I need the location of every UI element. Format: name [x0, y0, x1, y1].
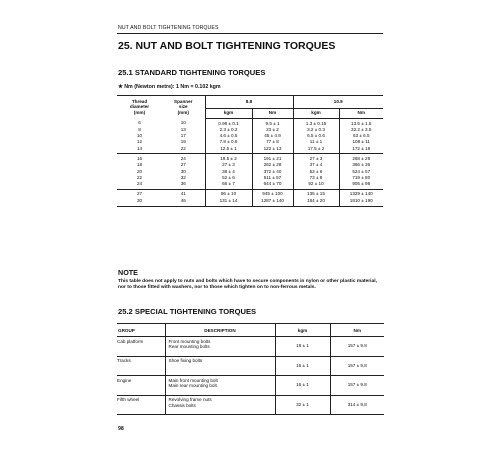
- table-cell: 13.5 ± 1.5: [339, 119, 383, 127]
- nm-header: Nm: [330, 324, 384, 337]
- table-cell: 184 ± 20: [293, 198, 339, 206]
- table-cell: 30: [117, 198, 162, 206]
- table-cell: 366 ± 36: [339, 162, 383, 168]
- description-line: Front mounting bolts: [168, 338, 211, 344]
- table-cell: 20: [136, 168, 143, 174]
- table-cell: 92 ± 10: [293, 181, 339, 189]
- table-cell: 30: [180, 168, 186, 174]
- table-cell: 511 ± 57: [252, 175, 293, 181]
- table-cell: 6.5 ± 0.6: [293, 133, 339, 139]
- table-cell: 6: [138, 120, 141, 126]
- table-cell: 524 ± 57: [339, 169, 383, 175]
- special-torque-rows: [117, 337, 384, 415]
- table-cell: 191 ± 21: [252, 154, 293, 162]
- table-row: [117, 198, 383, 206]
- table-cell: 37 ± 4: [293, 162, 339, 168]
- table-cell: 268 ± 29: [339, 154, 383, 162]
- table-cell: 73 ± 8: [293, 175, 339, 181]
- unit-note: ★ Nm (Newton metre): 1 Nm = 0.102 kgm: [118, 84, 221, 90]
- table-row: [117, 146, 383, 154]
- table-cell: 1.3 ± 0.15: [293, 119, 339, 127]
- table-cell: 13: [180, 126, 186, 132]
- description-cell: [165, 395, 275, 415]
- kgm-header: kgm: [275, 324, 330, 337]
- table-cell: 2.3 ± 0.2: [205, 127, 252, 133]
- grade-8-8-header: 8.8: [205, 96, 293, 109]
- table-cell: 22: [162, 146, 205, 154]
- table-cell: 27 ± 3: [293, 154, 339, 162]
- table-cell: 24: [117, 181, 162, 189]
- table-cell: 23 ± 2: [252, 127, 293, 133]
- table-cell: 27: [180, 162, 186, 168]
- table-row: [117, 119, 383, 127]
- thread-header-line: diameter: [129, 104, 150, 110]
- description-header: DESCRIPTION: [165, 324, 275, 337]
- table-cell: 38 ± 4: [205, 169, 252, 175]
- thread-header-line: Thread: [131, 98, 148, 104]
- standard-torque-table: [117, 95, 383, 207]
- table-cell: 19.5 ± 2: [205, 154, 252, 162]
- table-cell: 10: [136, 133, 143, 139]
- table-cell: 1329 ± 140: [339, 189, 383, 197]
- description-line: Chassis bolts: [168, 402, 196, 408]
- nm-header: Nm: [339, 109, 383, 119]
- standard-torques-heading: 25.1 STANDARD TIGHTENING TORQUES: [118, 68, 266, 77]
- description-cell: [165, 356, 275, 376]
- group-cell: Fifth wheel: [117, 395, 165, 415]
- kgm-header: kgm: [293, 109, 339, 119]
- spanner-size-header: [162, 96, 205, 119]
- table-cell: 12: [136, 139, 143, 145]
- description-cell: [165, 376, 275, 396]
- table-cell: 17: [180, 133, 186, 139]
- table-cell: 172 ± 18: [339, 146, 383, 154]
- description-line: Revolving frame nuts: [168, 397, 212, 402]
- table-cell: 41: [180, 191, 186, 197]
- table-row: [117, 337, 384, 357]
- table-row: [117, 395, 384, 415]
- table-row: [117, 356, 384, 376]
- table-cell: 27 ± 3: [205, 162, 252, 168]
- description-line: Main rear mounting bolt: [168, 383, 217, 389]
- running-head: NUT AND BOLT TIGHTENING TORQUES: [118, 25, 219, 31]
- table-cell: 52 ± 6: [205, 175, 252, 181]
- table-cell: 262 ± 28: [252, 162, 293, 168]
- spanner-header-line: Spanner: [174, 98, 193, 104]
- table-cell: 63 ± 6.5: [339, 133, 383, 139]
- table-cell: 372 ± 40: [252, 169, 293, 175]
- grade-10-9-header: 10.9: [293, 96, 383, 109]
- table-cell: 32: [180, 174, 186, 180]
- table-row: [117, 181, 383, 189]
- spanner-header-line: (mm): [177, 110, 189, 116]
- nm-cell: 157 ± 9,8: [330, 356, 384, 376]
- kgm-cell: 16 ± 1: [275, 356, 330, 376]
- table-cell: 46: [162, 198, 205, 206]
- table-cell: 108 ± 11: [339, 139, 383, 145]
- special-torque-table: [117, 323, 384, 415]
- table-cell: 131 ± 14: [205, 198, 252, 206]
- header-rule: [117, 33, 383, 34]
- table-cell: 122 ± 13: [252, 146, 293, 154]
- special-torques-heading: 25.2 SPECIAL TIGHTENING TORQUES: [118, 307, 257, 316]
- table-cell: 945 ± 100: [252, 189, 293, 197]
- table-cell: 96 ± 10: [205, 189, 252, 197]
- kgm-cell: 32 ± 1: [275, 395, 330, 415]
- table-cell: 17.5 ± 2: [293, 146, 339, 154]
- description-cell: [165, 337, 275, 357]
- table-cell: 644 ± 70: [252, 181, 293, 189]
- table-cell: 1810 ± 190: [339, 198, 383, 206]
- nm-cell: 157 ± 9.8: [330, 376, 384, 396]
- note-text: This table does not apply to nuts and bolts which have to secure components in nylon or other plastic material, nor to those fitted with washers, nor to those which tighten on to non-ferrous metals.: [118, 279, 377, 291]
- table-cell: 18: [136, 162, 143, 168]
- group-cell: Engine: [117, 376, 165, 396]
- note-title: NOTE: [118, 268, 138, 277]
- table-cell: 53 ± 6: [293, 169, 339, 175]
- table-cell: 27: [136, 191, 143, 197]
- table-cell: 7.8 ± 0.8: [205, 139, 252, 145]
- table-row: [117, 154, 383, 162]
- group-cell: Cab platform: [117, 337, 165, 357]
- table-cell: 10: [180, 120, 186, 126]
- table-cell: 12.5 ± 1: [205, 146, 252, 154]
- table-cell: 9.5 ± 1: [252, 119, 293, 127]
- nm-cell: 157 ± 9.8: [330, 337, 384, 357]
- table-cell: 905 ± 98: [339, 181, 383, 189]
- table-cell: 719 ± 80: [339, 175, 383, 181]
- nm-cell: 314 ± 9,8: [330, 395, 384, 415]
- thread-diameter-header: [117, 96, 162, 119]
- table-cell: 1287 ± 140: [252, 198, 293, 206]
- description-line: Main front mounting bolt: [168, 377, 218, 383]
- table-cell: 22: [136, 174, 143, 180]
- description-line: Shoe fixing bolts: [168, 358, 203, 363]
- table-row: [117, 376, 384, 396]
- table-cell: 3.2 ± 0.3: [293, 127, 339, 133]
- group-cell: Tracks: [117, 356, 165, 376]
- table-cell: 24: [180, 155, 186, 161]
- table-cell: 16: [136, 155, 143, 161]
- kgm-header: kgm: [205, 109, 252, 119]
- group-header: GROUP: [117, 324, 165, 337]
- table-cell: 14: [117, 146, 162, 154]
- description-line: Rear mounting bolts: [168, 344, 210, 350]
- section-title: 25. NUT AND BOLT TIGHTENING TORQUES: [118, 40, 336, 52]
- table-cell: 11 ± 1: [293, 139, 339, 145]
- table-cell: 45 ± 4.9: [252, 133, 293, 139]
- page-number: 98: [118, 426, 124, 432]
- table-row: [117, 189, 383, 197]
- table-cell: 32.2 ± 3.5: [339, 127, 383, 133]
- spanner-header-line: size: [178, 104, 188, 110]
- table-cell: 19: [180, 139, 186, 145]
- thread-header-line: (mm): [133, 110, 146, 116]
- table-cell: 77 ± 8: [252, 139, 293, 145]
- table-cell: 66 ± 7: [205, 181, 252, 189]
- table-cell: 0.96 ± 0.1: [205, 119, 252, 127]
- table-cell: 4.6 ± 0.5: [205, 133, 252, 139]
- table-cell: 36: [162, 181, 205, 189]
- standard-torque-rows: [117, 119, 383, 207]
- kgm-cell: 18 ± 1: [275, 337, 330, 357]
- table-cell: 8: [138, 126, 141, 132]
- table-cell: 135 ± 15: [293, 189, 339, 197]
- nm-header: Nm: [252, 109, 293, 119]
- kgm-cell: 16 ± 1: [275, 376, 330, 396]
